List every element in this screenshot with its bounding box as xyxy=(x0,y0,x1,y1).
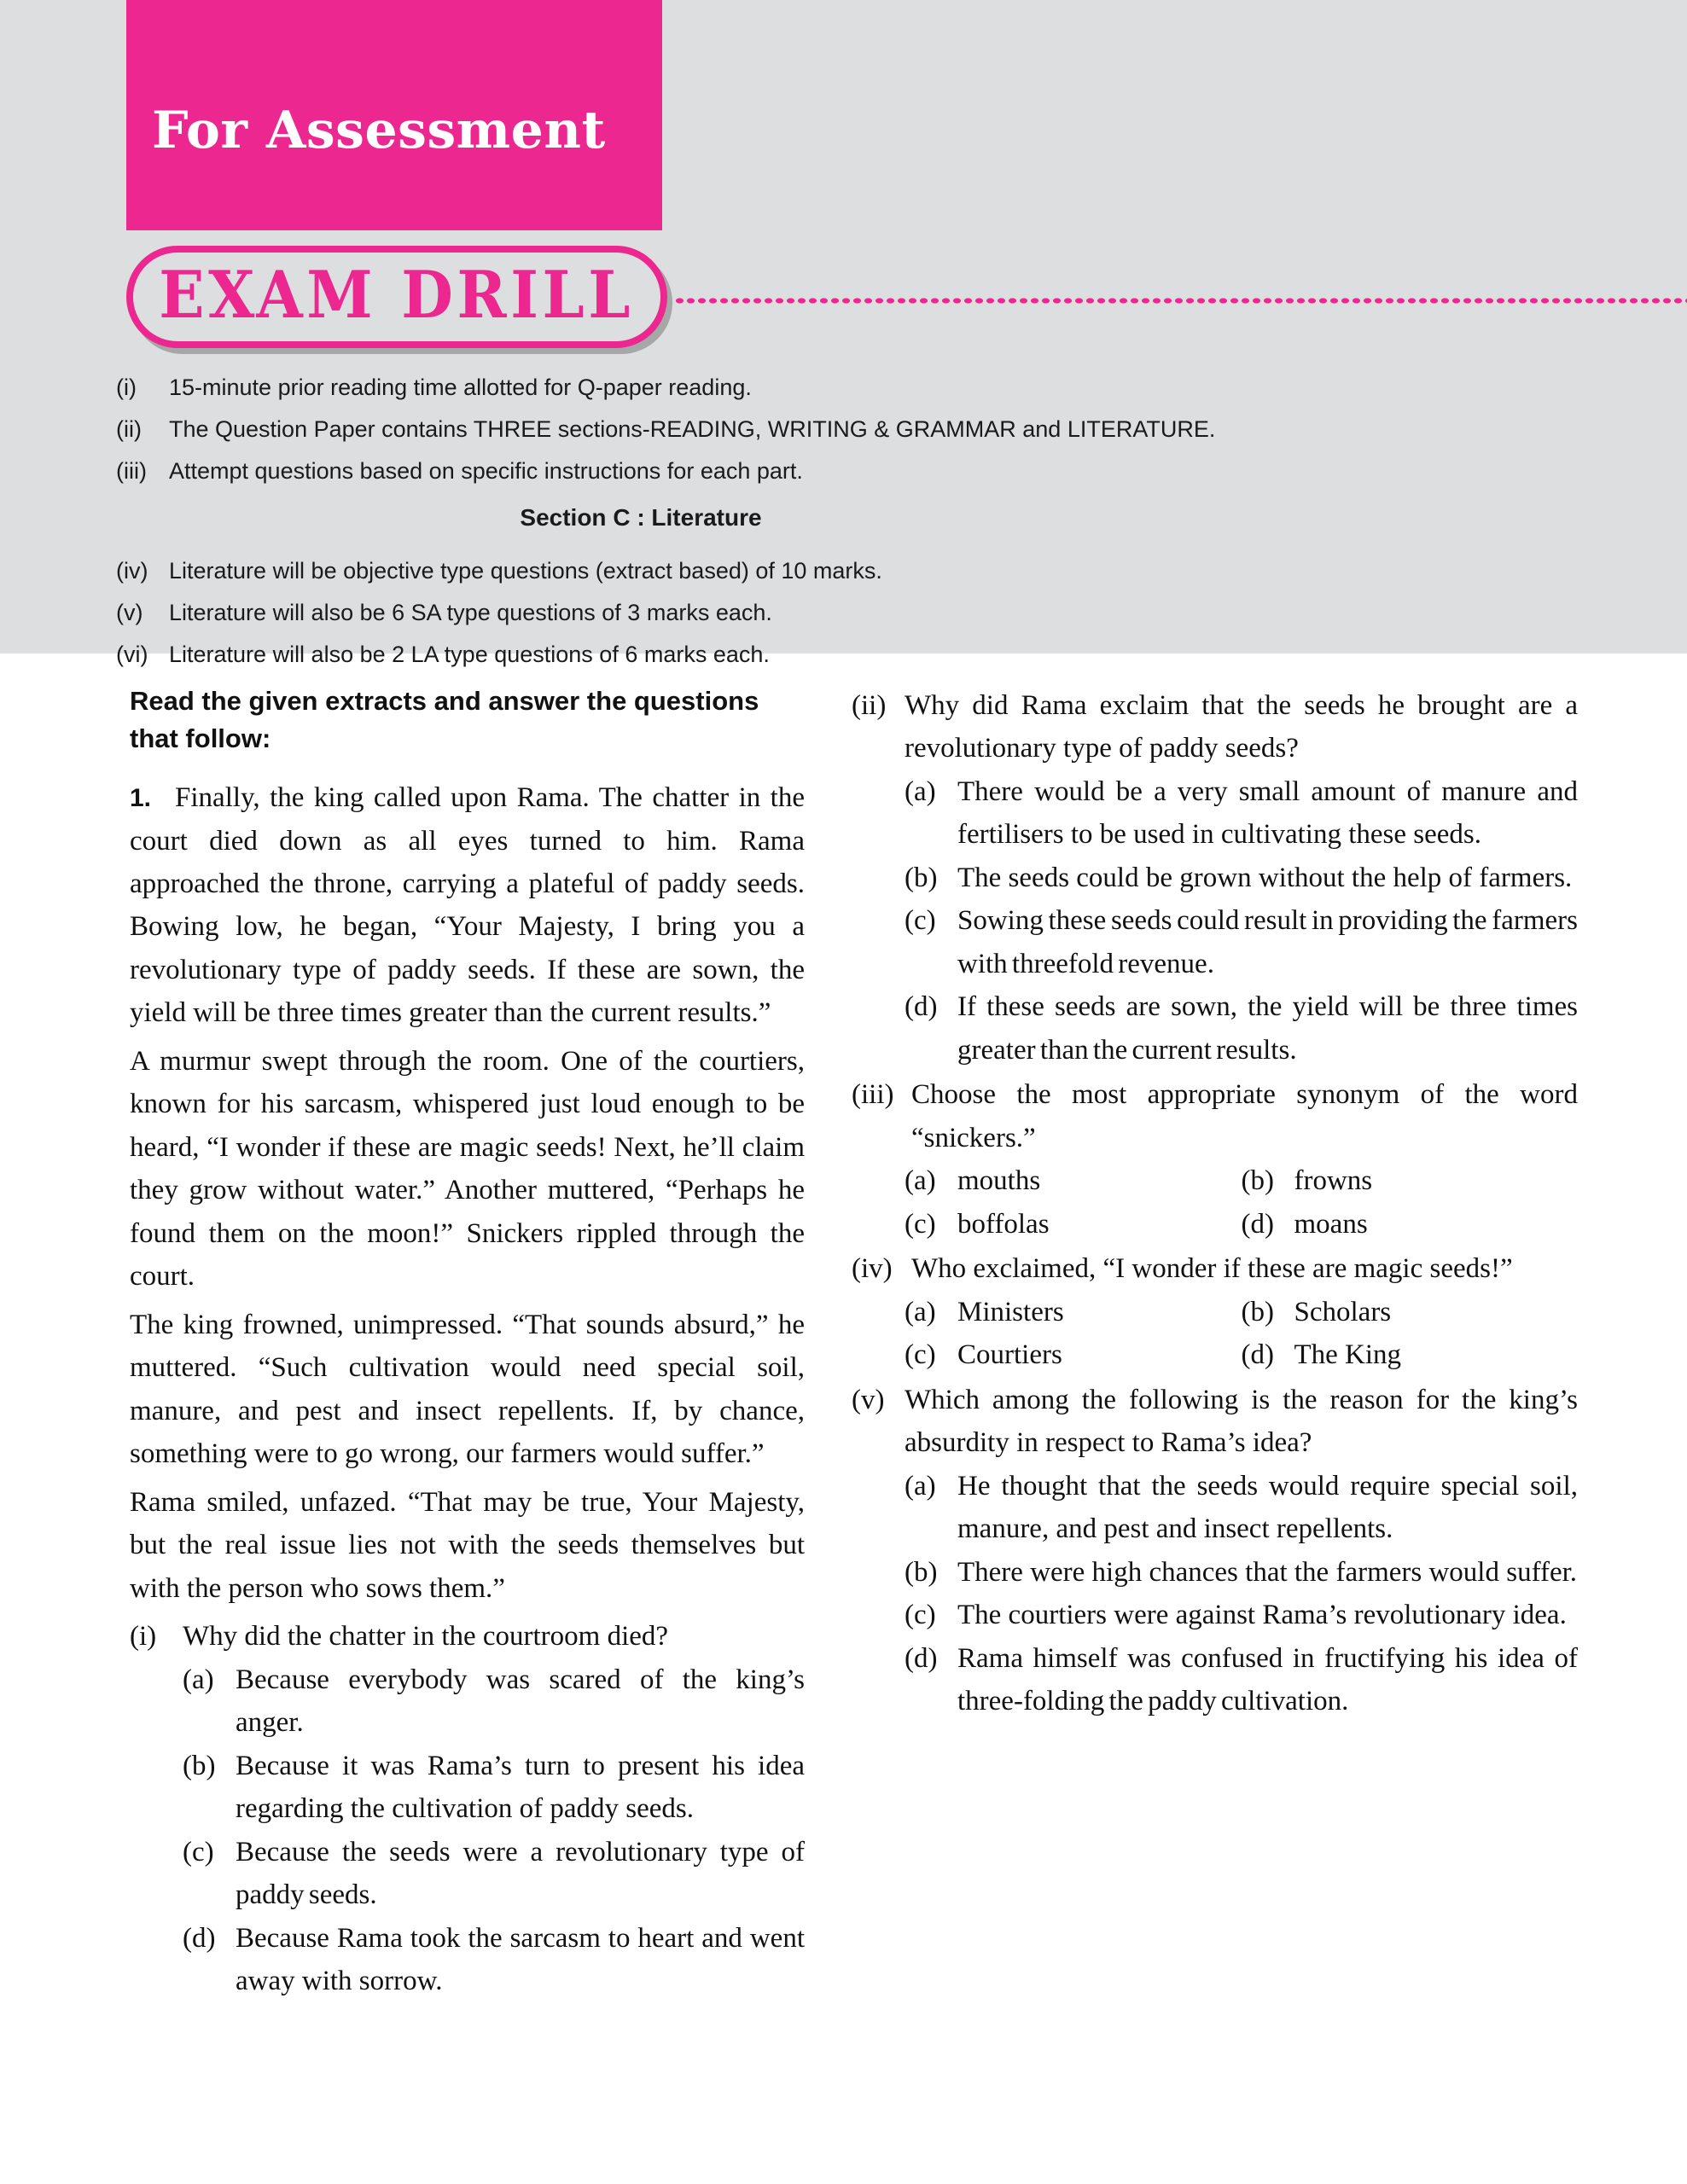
instruction-text: Literature will be objective type questions (extract based) of 10 marks. xyxy=(169,558,882,584)
right-column xyxy=(843,682,1687,2003)
instruction-item xyxy=(116,599,1567,628)
question-number: (ii) xyxy=(852,690,887,721)
instruction-number: (ii) xyxy=(116,415,142,442)
question-text: Why did Rama exclaim that the seeds he brought are a revolutionary type of paddy seeds? xyxy=(905,690,1578,764)
left-column xyxy=(0,682,843,2003)
option-text: Because the seeds were a revolutionary type of paddy seeds. xyxy=(236,1836,805,1911)
option-label: (d) xyxy=(183,1922,216,1954)
option-label: (c) xyxy=(905,1600,936,1631)
option-label: (b) xyxy=(905,1556,938,1588)
option-label: (a) xyxy=(183,1664,214,1695)
instruction-number: (iii) xyxy=(116,457,147,484)
option-label: (d) xyxy=(905,991,938,1023)
option-item[interactable] xyxy=(1242,1159,1579,1202)
option-label: (b) xyxy=(1241,1296,1274,1327)
option-text: Ministers xyxy=(957,1296,1064,1327)
option-text: mouths xyxy=(957,1165,1041,1197)
option-pair-row xyxy=(905,1159,1578,1202)
exam-drill-badge xyxy=(126,246,667,348)
option-label: (b) xyxy=(1241,1165,1274,1197)
question-number: (i) xyxy=(130,1621,157,1653)
option-label: (a) xyxy=(905,1165,936,1197)
option-text: Because it was Rama’s turn to present his idea regarding the cultivation of paddy seeds. xyxy=(236,1750,805,1825)
option-label: (d) xyxy=(1241,1339,1274,1371)
option-label: (a) xyxy=(905,1470,936,1502)
option-text: Sowing these seeds could result in providing the farmers with threefold revenue. xyxy=(957,905,1578,979)
exam-drill-label: EXAM DRILL xyxy=(159,257,635,333)
option-label: (a) xyxy=(905,775,936,807)
option-text: Scholars xyxy=(1294,1296,1392,1327)
dotted-rule-decoration xyxy=(674,297,1687,305)
option-text: There would be a very small amount of manure and fertilisers to be used in cultivating these seeds. xyxy=(957,775,1578,851)
option-item[interactable] xyxy=(905,985,1578,1072)
section-heading: Section C : Literature xyxy=(520,504,762,531)
option-item[interactable] xyxy=(905,1637,1578,1723)
option-item[interactable] xyxy=(183,1917,805,2003)
option-pair-row xyxy=(905,1333,1578,1376)
instruction-text: Literature will also be 6 SA type questions of 3 marks each. xyxy=(169,600,772,625)
question-text: Who exclaimed, “I wonder if these are magic seeds!” xyxy=(911,1253,1513,1285)
banner-title: For Assessment xyxy=(152,101,606,160)
instruction-text: Literature will also be 2 LA type questions of 6 marks each. xyxy=(169,641,770,667)
extract-paragraph: The king frowned, unimpressed. “That sounds absurd,” he muttered. “Such cultivation would need special soil, manure, and pest and insect repellents. If, by chance, something were to go wrong, our farmers would suffer.” xyxy=(130,1309,805,1470)
extract-paragraph: Rama smiled, unfazed. “That may be true, Your Majesty, but the real issue lies not with the seeds themselves but with the person who sows them.” xyxy=(130,1486,805,1604)
instructions-block xyxy=(116,374,1567,682)
option-item[interactable] xyxy=(905,1159,1242,1202)
option-item[interactable] xyxy=(905,1291,1242,1333)
question-text: Which among the following is the reason for the king’s absurdity in respect to Rama’s idea? xyxy=(905,1384,1578,1459)
option-text: He thought that the seeds would require special soil, manure, and pest and insect repellents. xyxy=(957,1470,1578,1545)
instruction-item xyxy=(116,457,1567,486)
option-label: (d) xyxy=(905,1642,938,1674)
extract-paragraph-text: Finally, the king called upon Rama. The chatter in the court died down as all eyes turned to him. Rama approached the throne, carrying a plateful of paddy seeds. Bowing low, he began, “Your Majesty, I bring you a revolutionary type of paddy seeds. If these are sown, the yield will be three times greater than the current results.” xyxy=(130,782,805,1029)
option-label: (c) xyxy=(905,1208,936,1240)
option-item[interactable] xyxy=(905,770,1578,857)
option-item[interactable] xyxy=(905,1333,1242,1376)
question-item xyxy=(130,1615,805,1658)
instruction-item xyxy=(116,641,1567,670)
option-pair-row xyxy=(905,1203,1578,1246)
question-item xyxy=(852,1379,1578,1465)
extract-paragraph xyxy=(130,776,805,1035)
option-item[interactable] xyxy=(1242,1291,1579,1333)
option-item[interactable] xyxy=(183,1658,805,1745)
option-text: The courtiers were against Rama’s revolutionary idea. xyxy=(957,1600,1567,1631)
option-item[interactable] xyxy=(905,899,1578,985)
option-text: Rama himself was confused in fructifying his idea of three-folding the paddy cultivation. xyxy=(957,1642,1578,1717)
option-item[interactable] xyxy=(905,1551,1578,1594)
instruction-item xyxy=(116,415,1567,444)
option-item[interactable] xyxy=(1242,1333,1579,1376)
instruction-text: 15-minute prior reading time allotted for Q-paper reading. xyxy=(169,375,752,400)
instruction-item xyxy=(116,374,1567,403)
option-item[interactable] xyxy=(905,1203,1242,1246)
question-number: (iii) xyxy=(852,1079,894,1111)
option-label: (c) xyxy=(183,1836,214,1867)
instruction-item xyxy=(116,557,1567,586)
option-item[interactable] xyxy=(1242,1203,1579,1246)
option-text: If these seeds are sown, the yield will be three times greater than the current results. xyxy=(957,991,1578,1066)
option-text: Courtiers xyxy=(957,1339,1062,1371)
option-text: The seeds could be grown without the help of farmers. xyxy=(957,862,1573,893)
option-text: Because everybody was scared of the king’s anger. xyxy=(236,1664,805,1739)
option-pair-row xyxy=(905,1291,1578,1333)
option-label: (a) xyxy=(905,1296,936,1327)
option-item[interactable] xyxy=(183,1745,805,1831)
option-item[interactable] xyxy=(183,1831,805,1917)
extract-number: 1. xyxy=(130,784,152,813)
question-number: (v) xyxy=(852,1384,885,1415)
option-label: (b) xyxy=(183,1750,216,1781)
option-text: moans xyxy=(1294,1208,1368,1240)
option-label: (c) xyxy=(905,1339,936,1371)
option-text: The King xyxy=(1294,1339,1402,1371)
instruction-text: Attempt questions based on specific instructions for each part. xyxy=(169,457,803,484)
option-label: (b) xyxy=(905,862,938,893)
instruction-number: (iv) xyxy=(116,558,148,584)
question-text: Why did the chatter in the courtroom died? xyxy=(183,1621,669,1653)
question-number: (iv) xyxy=(852,1253,893,1285)
extract-paragraph: A murmur swept through the room. One of the courtiers, known for his sarcasm, whispered just loud enough to be heard, “I wonder if these are magic seeds! Next, he’ll claim they grow without water.” Another muttered, “Perhaps he found them on the moon!” Snickers rippled through the court. xyxy=(130,1045,805,1292)
question-item xyxy=(852,1247,1578,1290)
assessment-banner xyxy=(126,0,662,230)
option-item[interactable] xyxy=(905,1465,1578,1551)
option-text: frowns xyxy=(1294,1165,1373,1197)
option-label: (c) xyxy=(905,905,936,937)
option-text: boffolas xyxy=(957,1208,1050,1240)
instruction-number: (vi) xyxy=(116,641,148,667)
option-label: (d) xyxy=(1241,1208,1274,1240)
option-text: There were high chances that the farmers would suffer. xyxy=(957,1556,1578,1588)
instruction-number: (i) xyxy=(116,375,137,400)
option-text: Because Rama took the sarcasm to heart and went away with sorrow. xyxy=(236,1922,805,1997)
question-item xyxy=(852,684,1578,770)
question-item xyxy=(852,1073,1578,1159)
option-item[interactable] xyxy=(905,1594,1578,1636)
instruction-text: The Question Paper contains THREE sections-READING, WRITING & GRAMMAR and LITERATURE. xyxy=(169,415,1216,442)
content-columns xyxy=(0,682,1687,2003)
option-item[interactable] xyxy=(905,857,1578,899)
instruction-number: (v) xyxy=(116,600,143,625)
reading-instruction: Read the given extracts and answer the questions that follow: xyxy=(130,686,759,754)
question-text: Choose the most appropriate synonym of the word “snickers.” xyxy=(911,1079,1578,1153)
